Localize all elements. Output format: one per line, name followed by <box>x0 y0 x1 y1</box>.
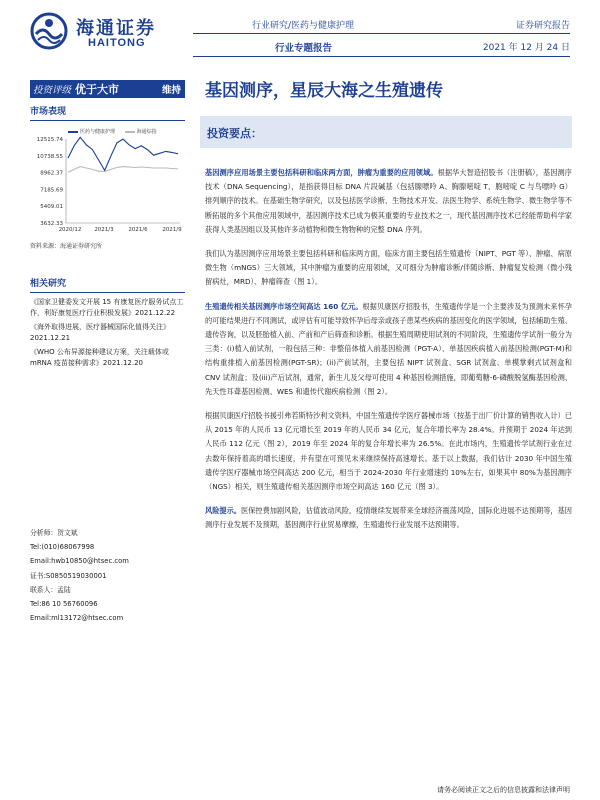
body-paragraph <box>205 409 572 494</box>
legend-item <box>68 128 115 135</box>
contact-tel: Tel:86 10 56760096 <box>30 600 98 609</box>
report-label: 证券研究报告 <box>515 21 570 31</box>
paragraph-text: 根据贝康医疗招股书，生殖遗传学是一个主要涉及为预测未来怀孕的可能结果进行不同测试，或评估有可能导致怀孕后母亲或孩子患某些疾病的基因变化的医学领域，包括辅助生殖、遗传咨询，以及胚胎植入前、产前和产后筛查和诊断。根据生殖周期使用试剂的不同阶段，生殖遗传学试剂一般分为三类：(i)植入前试剂，一般包括三种：非整倍体植入前基因检测（PGT-A）、单基因疾病植入前基因检测(PGT-M)和结构重排植入前基因检测(PGT-SR)；(ii)产前试剂，主要包括 NIPT 试剂盒、SGR 试剂盒、单模掌剩式试剂盒和 CNV 试剂盒；及(iii)产后试剂，通常，新生儿及父母可使用 4 种基因检测措施，即葡萄糖-6-磷酸脱氢酶基因检测、先天性耳聋基因检测、WES 和遗传代谢疾病检测（图 2）。 <box>205 301 572 396</box>
report-header <box>0 0 600 70</box>
legend-item <box>125 128 157 135</box>
x-tick-label: 2020/12 <box>58 227 82 233</box>
contact-email[interactable]: Email:ml13172@htsec.com <box>30 614 124 623</box>
y-tick-label: 10738.55 <box>36 153 63 160</box>
rating-label: 投资评级 <box>33 85 72 96</box>
related-research-list <box>30 297 185 369</box>
paragraph-lead: 基因测序应用场景主要包括科研和临床两方面，肿瘤为重要的应用领域。 <box>205 168 438 177</box>
report-body <box>205 166 572 543</box>
paragraph-lead: 风险提示。 <box>205 506 241 516</box>
chart-source: 资料来源：海通证券研究所 <box>30 243 103 250</box>
x-tick-label: 2021/9 <box>162 227 182 233</box>
series-line <box>68 137 178 170</box>
analyst-tel: Tel:(010)68067998 <box>30 543 95 552</box>
related-research-item[interactable]: 《国家卫健委发文开展 15 有康复医疗服务试点工作，利好康复医疗行业积极发展》2021.12.22 <box>30 298 184 317</box>
y-tick-label: 8962.37 <box>40 170 63 177</box>
report-date: 2021 年 12 月 24 日 <box>482 43 570 53</box>
paragraph-text: 根据华大智造招股书（注册稿），基因测序技术（DNA Sequencing），是指获得目标 DNA 片段碱基（包括腺嘌呤 A、胸腺嘧啶 T、胞嘧啶 C 与鸟嘌呤 G）排列顺序的技术。在基础生物学研究，以及包括医学诊断、生物技术开发、法医生物学、系统生物学、微生物学等不断拓展的多个其他应用领域中，基因测序技术已成为极其重要的专业技术之一，现代基因测序技术已经能帮助科学家获得人类基因组以及其他许多动植物和微生物物种的完整 DNA 序列。 <box>205 168 572 234</box>
haitong-logo <box>30 10 160 50</box>
y-tick-label: 12515.74 <box>36 137 63 143</box>
body-paragraph <box>205 504 572 532</box>
analyst-certificate: 证书:S0850519030001 <box>30 571 107 580</box>
report-title: 基因测序，星辰大海之生殖遗传 <box>205 81 443 101</box>
legend-swatch <box>125 131 135 133</box>
analyst-name: 分析师：贺文斌 <box>30 529 78 537</box>
rating-status: 维持 <box>161 85 181 96</box>
header-divider <box>193 56 570 57</box>
series-line <box>68 167 178 173</box>
body-paragraph <box>205 166 572 237</box>
market-chart <box>30 127 185 237</box>
x-tick-label: 2021/6 <box>128 227 148 233</box>
key-points-title: 投资要点： <box>207 127 262 140</box>
paragraph-text: 根据贝康医疗招股书援引弗若斯特沙利文资料，中国生殖遗传学医疗器械市场（按基于出厂价计算的销售收入计）已从 2015 年的人民币 13 亿元增长至 2019 年的人民币 34 亿元，复合年增长率为 28.4%。并预期于 2024 年达到人民币 112 亿元（图 2），2019 年至 2024 年的复合年增长率为 26.5%。在此市场内，生殖遗传学试剂行业在过去数年保持着高的增长速度，并有望在可预见未来继续保持高速增长。基于以上数据，我们估计 2030 年中国生殖遗传学医疗器械市场空间高达 200 亿元，相当于 2024-2030 年行业增速约 10%左右，如果其中 80%为基因测序（NGS）相关，则生殖遗传相关基因测序市场空间高达 160 亿元（图 3）。 <box>205 411 572 492</box>
haitong-logo-icon <box>30 12 70 50</box>
body-paragraph <box>205 247 572 290</box>
market-line-chart <box>30 127 185 237</box>
rating-value: 优于大市 <box>75 83 120 96</box>
related-research-item[interactable]: 《WHO 公布异源接种建议方案，关注载体或 mRNA 疫苗接种需求》2021.12.20 <box>30 348 169 367</box>
disclaimer-footer: 请务必阅读正文之后的信息披露和法律声明 <box>437 786 570 794</box>
legend-label: 海通综指 <box>136 129 157 135</box>
related-research-item[interactable]: 《海外取得进展，医疗器械国际化值得关注》2021.12.21 <box>30 323 170 342</box>
legend-swatch <box>68 131 78 133</box>
body-paragraph <box>205 300 572 399</box>
analyst-contacts <box>30 526 185 625</box>
market-section-title: 市场表现 <box>30 104 185 121</box>
y-tick-label: 3632.33 <box>40 221 63 227</box>
key-points-banner <box>200 116 572 148</box>
x-tick-label: 2021/3 <box>94 227 114 233</box>
logo-english-name: HAITONG <box>88 37 146 49</box>
paragraph-text: 我们认为基因测序应用场景主要包括科研和临床两方面，临床方面主要包括生殖遗传（NIPT、PGT 等）、肿瘤、病原微生物（mNGS）三大领域，其中肿瘤为重要的应用领域，又可细分为肿瘤诊断/伴随诊断、肿瘤复发检测（微小残留病灶，MRD）、肿瘤筛查（图 1）。 <box>205 249 572 287</box>
report-type: 行业专题报告 <box>275 43 333 54</box>
logo-chinese-name: 海通证券 <box>76 18 156 39</box>
legend-label: 医药与健康护理 <box>80 129 116 135</box>
chart-axis <box>66 139 180 223</box>
chart-legend <box>68 128 165 135</box>
header-divider <box>193 33 570 34</box>
analyst-email[interactable]: Email:hwb10850@htsec.com <box>30 557 129 566</box>
paragraph-text: 医保控费加剧风险，估值波动风险，疫情继续发展带来全球经济震荡风险，国际化进展不达预期等，基因测序行业发展不及预期，基因测序行业贸易摩擦，生殖遗传行业发展不达预期等。 <box>205 506 572 530</box>
left-sidebar <box>30 104 185 372</box>
related-section-title: 相关研究 <box>30 276 185 293</box>
contact-name: 联系人：孟陆 <box>30 585 71 594</box>
paragraph-lead: 生殖遗传相关基因测序市场空间高达 160 亿元。 <box>205 301 363 311</box>
y-tick-label: 7185.69 <box>40 187 63 194</box>
report-category: 行业研究/医药与健康护理 <box>252 21 355 31</box>
y-tick-label: 5409.01 <box>40 204 63 211</box>
investment-rating-bar <box>30 80 185 98</box>
